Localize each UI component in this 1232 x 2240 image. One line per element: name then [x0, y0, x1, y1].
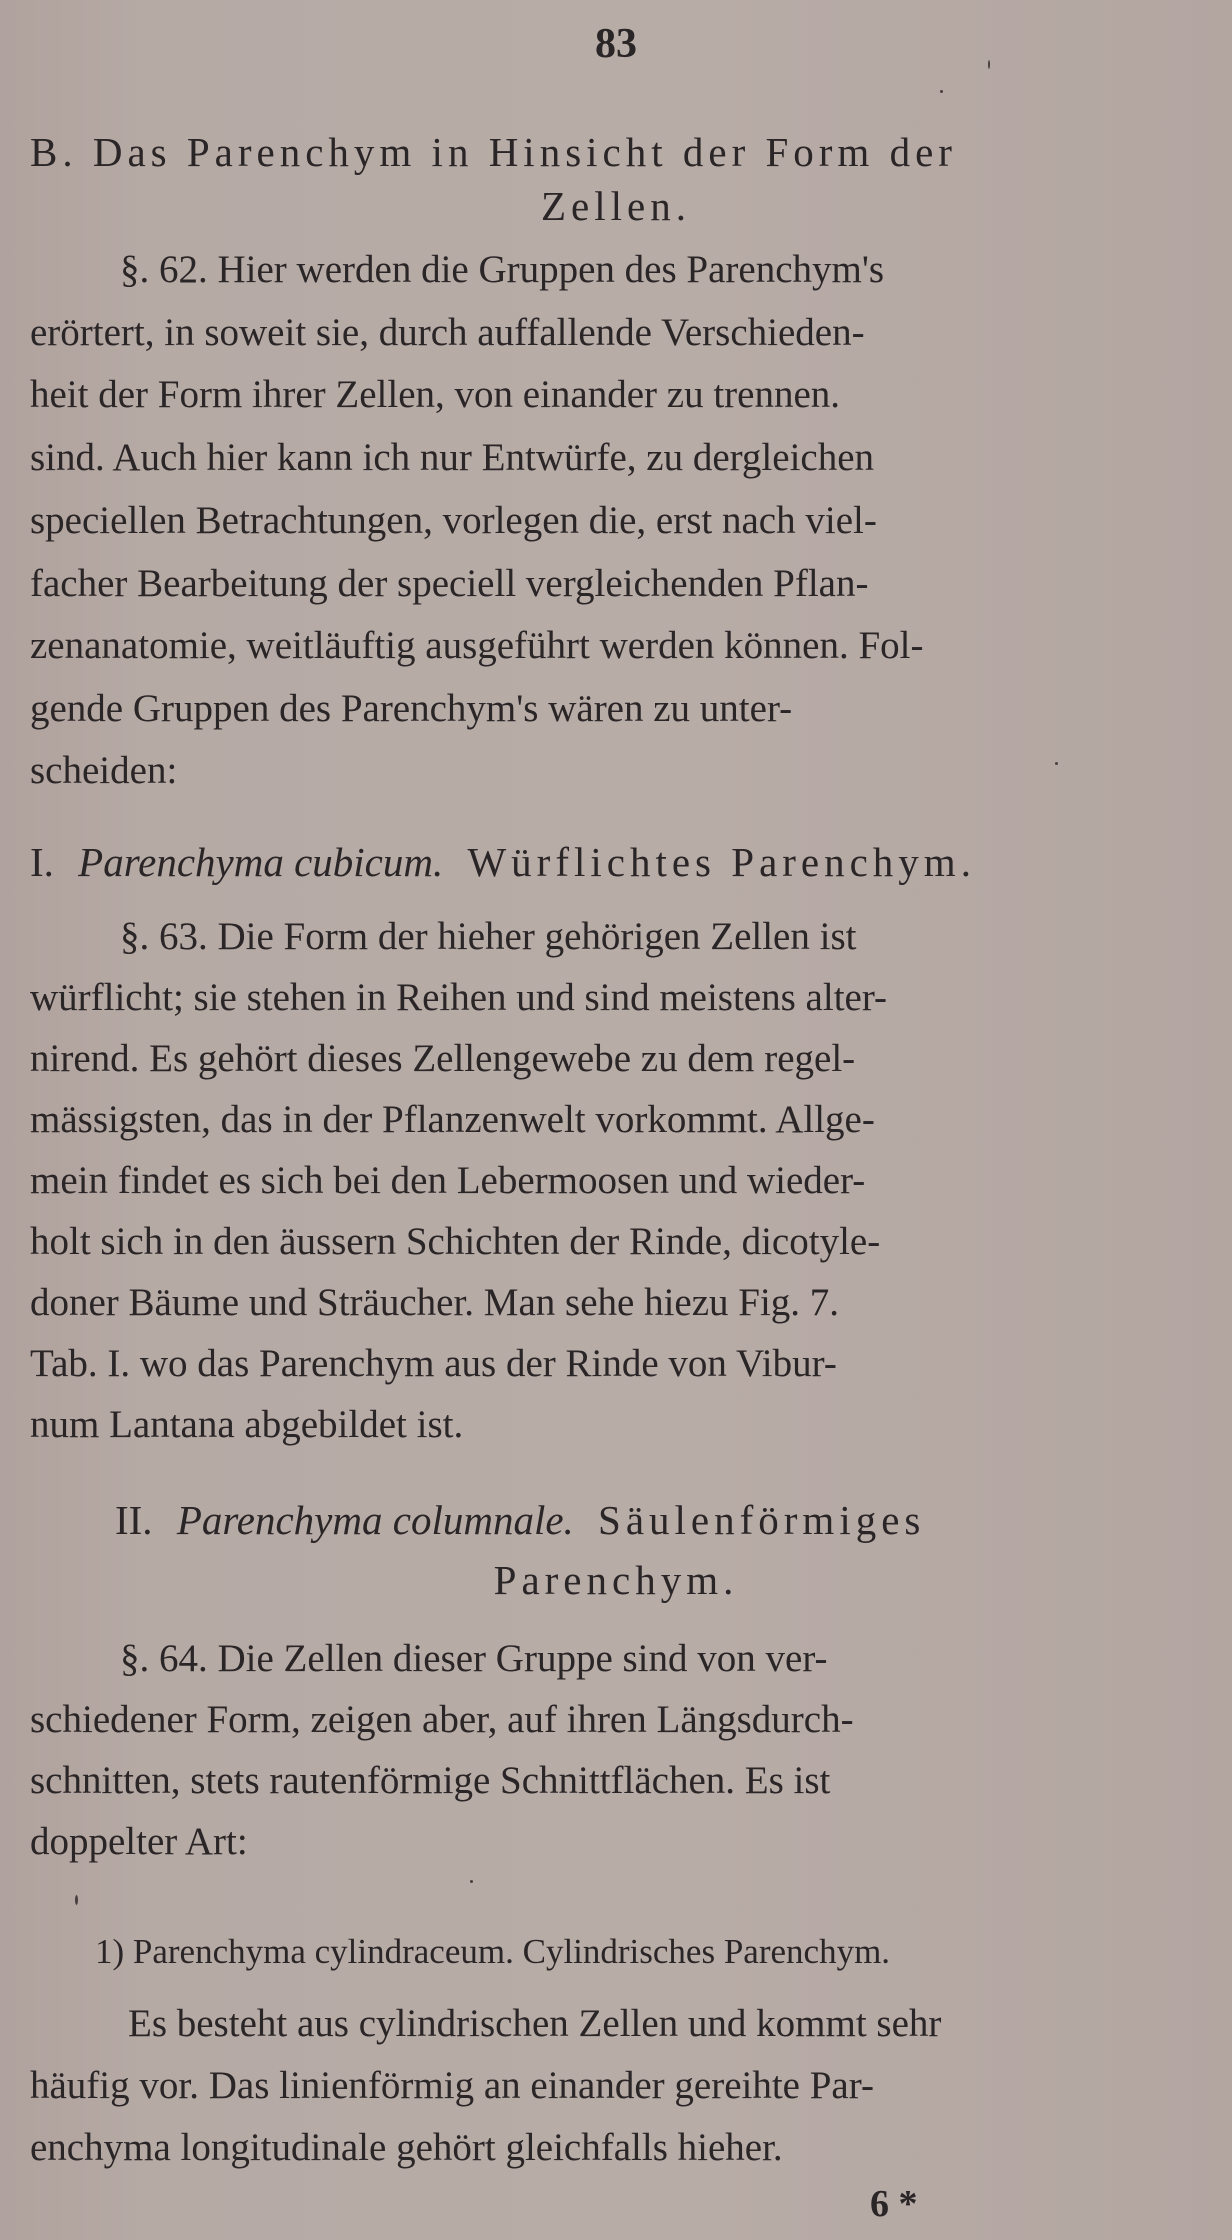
- subsection-heading-1: 1) Parenchyma cylindraceum. Cylindrisches Parenchym.: [95, 1932, 891, 1971]
- para-64-line: doppelter Art:: [30, 1820, 248, 1863]
- para-62-line: gende Gruppen des Parenchym's wären zu unter-: [30, 687, 793, 730]
- heading-i-number: I.: [30, 839, 54, 885]
- para-63-line: würflicht; sie stehen in Reihen und sind meistens alter-: [30, 976, 888, 1019]
- para-63-line: mein findet es sich bei den Lebermoosen und wieder-: [30, 1159, 866, 1202]
- para-63-line: mässigsten, das in der Pflanzenwelt vorkommt. Allge-: [30, 1098, 875, 1141]
- heading-ii-german: Säulenförmiges: [598, 1497, 926, 1543]
- para-62-line: sind. Auch hier kann ich nur Entwürfe, zu dergleichen: [30, 436, 875, 479]
- para-62-line: facher Bearbeitung der speciell vergleichenden Pflan-: [30, 562, 869, 605]
- para-63-line: §. 63. Die Form der hieher gehörigen Zellen ist: [120, 915, 857, 958]
- section-heading-ii: [115, 1496, 925, 1544]
- para-63-line: num Lantana abgebildet ist.: [30, 1403, 464, 1446]
- para-cyl-line: Es besteht aus cylindrischen Zellen und kommt sehr: [128, 2002, 942, 2045]
- para-63-line: doner Bäume und Sträucher. Man sehe hiezu Fig. 7.: [30, 1281, 840, 1324]
- section-heading-b: B. Das Parenchym in Hinsicht der Form der: [30, 129, 957, 175]
- section-heading-ii-cont: Parenchym.: [493, 1557, 739, 1603]
- para-62-line: speciellen Betrachtungen, vorlegen die, erst nach viel-: [30, 499, 877, 542]
- para-cyl-line: enchyma longitudinale gehört gleichfalls hieher.: [30, 2126, 783, 2169]
- para-64-line: §. 64. Die Zellen dieser Gruppe sind von ver-: [120, 1637, 828, 1680]
- para-62-line: zenanatomie, weitläuftig ausgeführt werden können. Fol-: [30, 624, 924, 667]
- para-cyl-line: häufig vor. Das linienförmig an einander gereihte Par-: [30, 2064, 874, 2107]
- signature-mark: 6 *: [870, 2183, 918, 2225]
- heading-ii-latin: Parenchyma columnale.: [176, 1497, 574, 1543]
- para-62-line: erörtert, in soweit sie, durch auffallende Verschieden-: [30, 311, 865, 354]
- para-62-line: §. 62. Hier werden die Gruppen des Parenchym's: [120, 248, 885, 291]
- section-heading-b-cont: Zellen.: [541, 183, 691, 229]
- para-64-line: schnitten, stets rautenförmige Schnittflächen. Es ist: [30, 1759, 831, 1802]
- heading-ii-number: II.: [115, 1497, 153, 1543]
- para-64-line: schiedener Form, zeigen aber, auf ihren Längsdurch-: [30, 1698, 854, 1741]
- para-63-line: holt sich in den äussern Schichten der Rinde, dicotyle-: [30, 1220, 881, 1263]
- para-63-line: Tab. I. wo das Parenchym aus der Rinde von Vibur-: [30, 1342, 837, 1385]
- para-63-line: nirend. Es gehört dieses Zellengewebe zu dem regel-: [30, 1037, 856, 1080]
- para-62-line: heit der Form ihrer Zellen, von einander zu trennen.: [30, 373, 841, 416]
- section-heading-i: [30, 838, 976, 886]
- para-62-line: scheiden:: [30, 749, 178, 792]
- heading-i-latin: Parenchyma cubicum.: [78, 839, 444, 885]
- heading-i-german: Würflichtes Parenchym.: [467, 839, 976, 885]
- page-number: 83: [595, 21, 637, 67]
